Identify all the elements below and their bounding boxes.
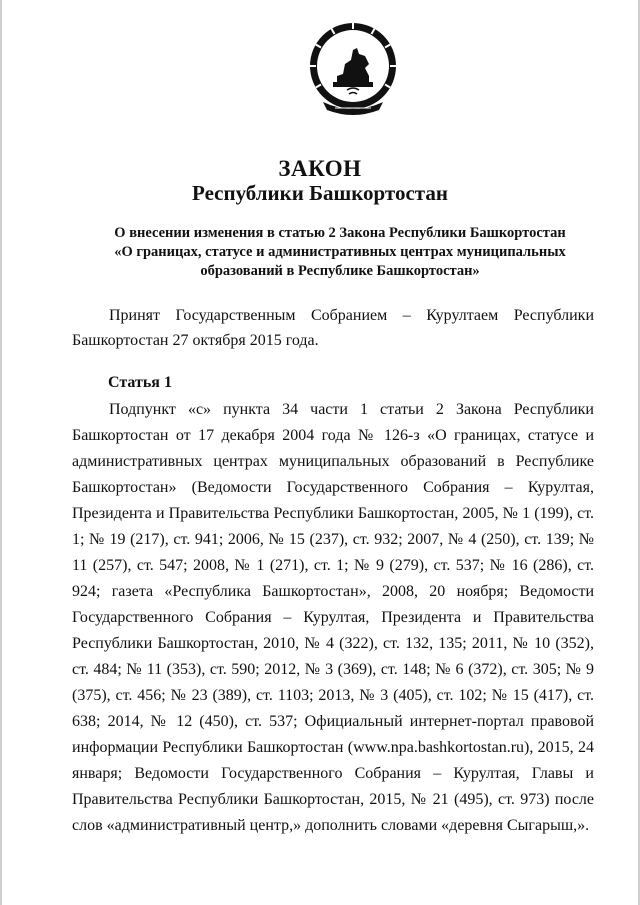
adoption-statement: Принят Государственным Собранием – Курултаем Республики Башкортостан 27 октября 2015 года.: [72, 307, 594, 349]
subtitle-line: образований в Республике Башкортостан»: [200, 263, 480, 279]
subtitle-line: О внесении изменения в статью 2 Закона Республики Башкортостан: [114, 225, 566, 241]
article-body: Подпункт «с» пункта 34 части 1 статьи 2 Закона Республики Башкортостан от 17 декабря 2004 года № 126-з «О границах, статусе и административных центрах муниципальных образований в Республике Башкортостан» (Ведомости Государственного Собрания – Курултая, Президента и Правительства Республики Башкортостан, 2005, № 1 (199), ст. 1; № 19 (217), ст. 941; 2006, № 15 (237), ст. 932; 2007, № 4 (250), ст. 139; № 11 (257), ст. 547; 2008, № 1 (271), ст. 1; № 9 (279), ст. 537; № 16 (286), ст. 924; газета «Республика Башкортостан», 2008, 20 ноября; Ведомости Государственного Собрания – Курултая, Президента и Правительства Республики Башкортостан, 2010, № 4 (322), ст. 132, 135; 2011, № 10 (352), ст. 484; № 11 (353), ст. 590; 2012, № 3 (369), ст. 148; № 6 (372), ст. 305; № 9 (375), ст. 456; № 23 (389), ст. 1103; 2013, № 3 (405), ст. 102; № 15 (417), ст. 638; 2014, № 12 (450), ст. 537; Официальный интернет-портал правовой информации Республики Башкортостан (www.npa.bashkortostan.ru), 2015, 24 января; Ведомости Государственного Собрания – Курултая, Главы и Правительства Республики Башкортостан, 2015, № 21 (495), ст. 973) после слов «административный центр,» дополнить словами «деревня Сыгарыш,».: [72, 401, 594, 834]
article-heading: Статья 1: [108, 374, 172, 391]
coat-of-arms-icon: [307, 20, 399, 120]
law-region: Республики Башкортостан: [192, 181, 448, 205]
scan-edge-left: [0, 0, 2, 905]
law-subtitle: [80, 224, 600, 281]
subtitle-line: «О границах, статусе и административных центрах муниципальных: [114, 244, 566, 260]
law-title: ЗАКОН: [278, 156, 362, 181]
